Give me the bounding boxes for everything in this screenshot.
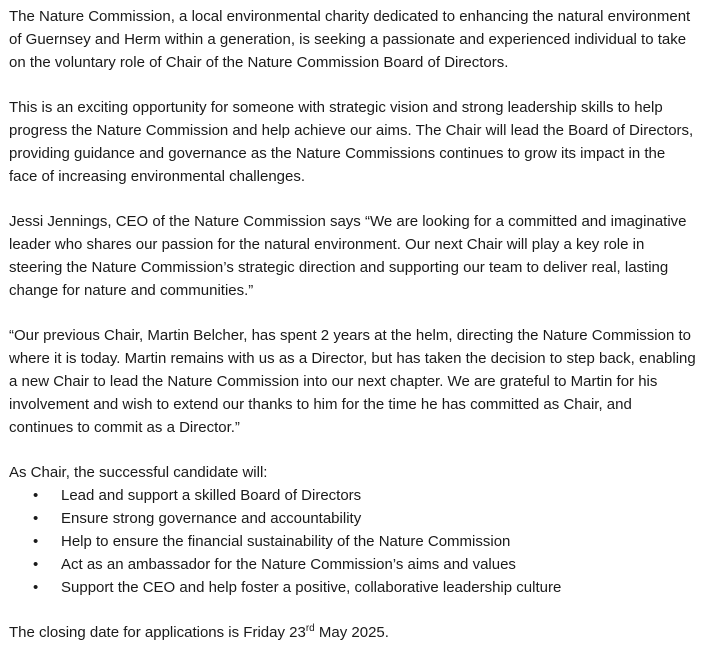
opportunity-paragraph: This is an exciting opportunity for someone with strategic vision and strong leadership skills to help progress the Nature Commission and help achieve our aims. The Chair will lead the Board of Directors, providing guidance and governance as the Nature Commissions continues to grow its impact in the face of increasing environmental challenges. <box>9 99 694 185</box>
responsibilities-list <box>9 484 696 599</box>
list-item <box>9 576 696 599</box>
list-item-text: Act as an ambassador for the Nature Commission’s aims and values <box>61 556 516 573</box>
responsibilities-intro: As Chair, the successful candidate will: <box>9 464 268 481</box>
list-item <box>9 530 696 553</box>
previous-chair-paragraph: “Our previous Chair, Martin Belcher, has spent 2 years at the helm, directing the Nature Commission to where it is today. Martin remains with us as a Director, but has taken the decision to step back, enabling a new Chair to lead the Nature Commission into our next chapter. We are grateful to Martin for his involvement and wish to extend our thanks to him for the time he has committed as Chair, and continues to commit as a Director.” <box>9 327 696 436</box>
list-item <box>9 507 696 530</box>
closing-date-paragraph <box>9 621 696 644</box>
bullet-icon: • <box>33 579 39 596</box>
bullet-icon: • <box>33 487 39 504</box>
ceo-quote-paragraph: Jessi Jennings, CEO of the Nature Commission says “We are looking for a committed and imaginative leader who shares our passion for the natural environment. Our next Chair will play a key role in steering the Nature Commission’s strategic direction and supporting our team to deliver real, lasting change for nature and communities.” <box>9 213 687 299</box>
closing-date-end: May 2025. <box>314 624 389 641</box>
bullet-icon: • <box>33 556 39 573</box>
list-item-text: Help to ensure the financial sustainability of the Nature Commission <box>61 533 511 550</box>
list-item-text: Lead and support a skilled Board of Directors <box>61 487 362 504</box>
bullet-icon: • <box>33 533 39 550</box>
closing-date-text: The closing date for applications is Friday 23 <box>9 624 306 641</box>
bullet-icon: • <box>33 510 39 527</box>
ordinal-suffix: rd <box>305 623 315 634</box>
intro-paragraph: The Nature Commission, a local environmental charity dedicated to enhancing the natural environment of Guernsey and Herm within a generation, is seeking a passionate and experienced individual to take on the voluntary role of Chair of the Nature Commission Board of Directors. <box>9 8 691 71</box>
list-item <box>9 484 696 507</box>
list-item <box>9 553 696 576</box>
list-item-text: Support the CEO and help foster a positive, collaborative leadership culture <box>61 579 562 596</box>
list-item-text: Ensure strong governance and accountability <box>61 510 362 527</box>
